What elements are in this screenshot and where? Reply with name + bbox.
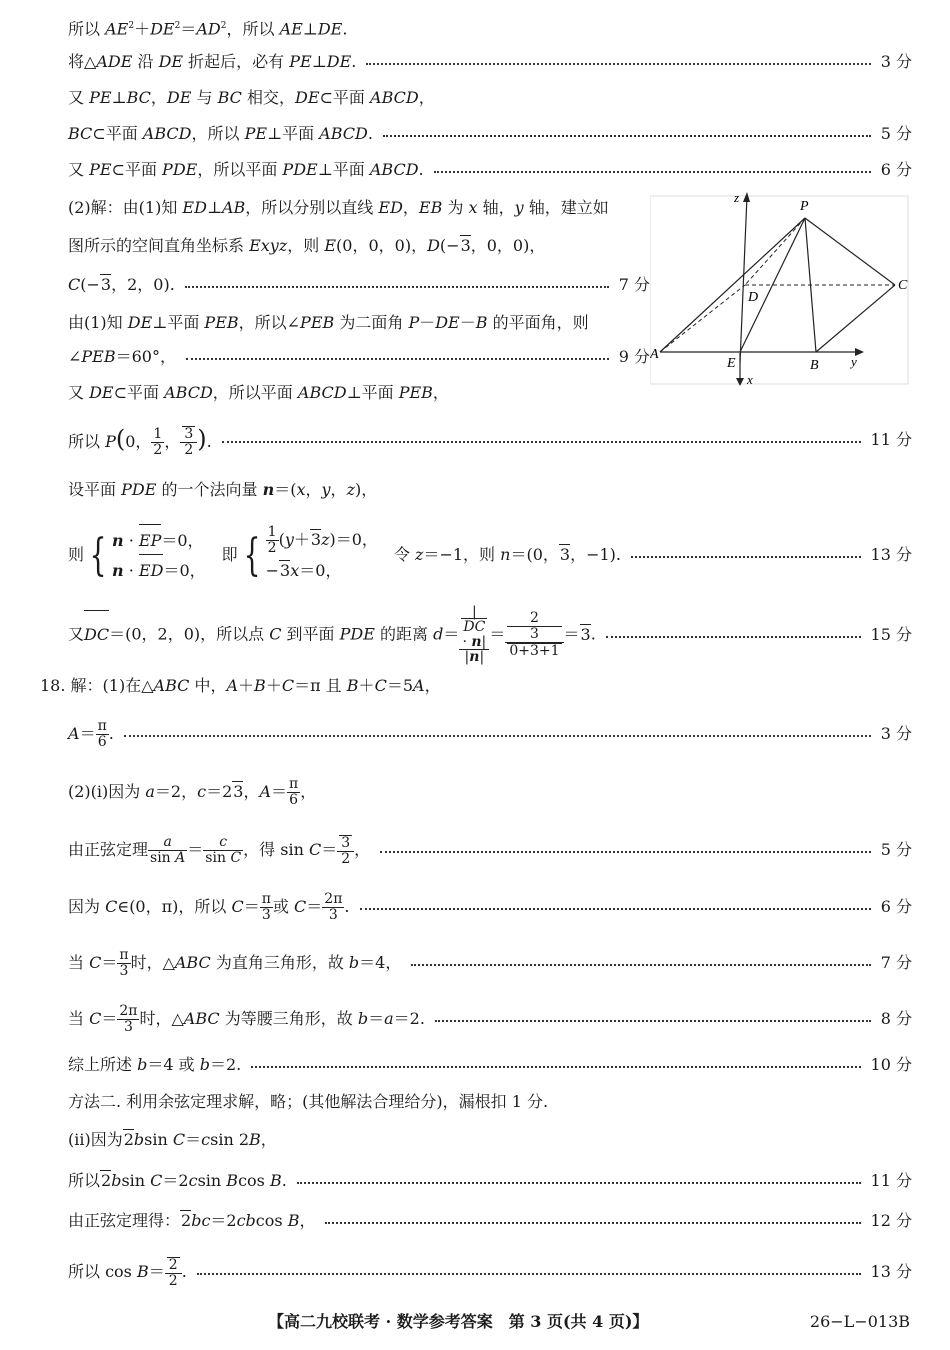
edge-AD (660, 285, 745, 352)
score-label: 9 分 (618, 347, 650, 366)
score-label: 3 分 (880, 52, 912, 71)
text-line: 因为 C∈(0，π)，所以 C＝ $\frac{\pi}{3}$ 或 C＝ $\frac{2\pi}{3}$ . 6 分 (68, 887, 912, 927)
score-label: 13 分 (870, 545, 912, 564)
text-line: (2)(ⅰ)因为 a＝2，c＝23，A＝ $\frac{\pi}{6}$ ， (68, 776, 317, 808)
score-label: 6 分 (880, 897, 912, 916)
pyramid-figure (650, 188, 910, 388)
text-line: 所以 cos B＝ $\frac{2}{2}$ . 13 分 (68, 1252, 912, 1292)
text-line: 所以 $AE^2+DE^2=AD^2$，所以 AE⊥DE. (68, 19, 348, 39)
text-line: (2)解：由(1)知 ED⊥AB，所以分别以直线 ED，EB 为 x 轴，y 轴，建立如 (68, 198, 609, 217)
text-line: 18. 解：(1)在△ABC 中，A＋B＋C＝π 且 B＋C＝5A， (40, 676, 441, 695)
label-D: D (748, 290, 759, 305)
text-line: 所以 P(0， $\frac{1}{2}$ ， $\frac{3}{2}$ ). 11 分 (68, 418, 912, 462)
score-label: 15 分 (870, 625, 912, 644)
edge-PD (745, 218, 805, 285)
score-label: 10 分 (870, 1055, 912, 1074)
text-line: 又 PE⊥BC，DE 与 BC 相交，DE⊂平面 ABCD， (68, 88, 435, 107)
text-line: 当 C＝ $\frac{\pi}{3}$ 时，△ABC 为直角三角形，故 b＝4， 7 分 (68, 943, 912, 983)
text-line: 又 PE⊂平面 PDE，所以平面 PDE⊥平面 ABCD. 6 分 (68, 158, 912, 182)
footer-code: 26−L−013B (809, 1312, 910, 1331)
text-line: 由(1)知 DE⊥平面 PEB，所以∠PEB 为二面角 P－DE－B 的平面角，则 (68, 313, 589, 332)
text-line: 方法二. 利用余弦定理求解，略；(其他解法合理给分)，漏根扣 1 分. (68, 1092, 549, 1111)
text-line: 又DC＝(0，2，0)，所以点 C 到平面 PDE 的距离 d＝ | DC · n| |n| ＝ 2 3 0+3+1 ＝3. 15 分 (68, 604, 912, 666)
score-label: 5 分 (880, 124, 912, 143)
score-label: 7 分 (880, 953, 912, 972)
label-B: B (810, 358, 819, 373)
edge-PC (805, 218, 895, 285)
text-line: 将△ADE 沿 DE 折起后，必有 PE⊥DE. 3 分 (68, 50, 912, 74)
score-label: 11 分 (870, 430, 912, 449)
score-label: 6 分 (880, 160, 912, 179)
text-line: 则 { n · EP＝0， n · ED＝0， 即 { $\frac{1}{2}$ (y＋3z)＝0， −3x＝0， 令 z＝−1，则 n＝(0，3，−1). 13 分 (68, 515, 912, 595)
score-label: 11 分 (870, 1171, 912, 1190)
text-line: A＝ $\frac{\pi}{6}$ . 3 分 (68, 714, 912, 754)
text-line: (ⅱ)因为2bsin C＝csin 2B， (68, 1130, 277, 1149)
score-label: 3 分 (880, 724, 912, 743)
text-line: 设平面 PDE 的一个法向量 n＝(x，y，z)， (68, 480, 378, 499)
text-line: 图所示的空间直角坐标系 Exyz，则 E(0，0，0)，D(−3，0，0)， (68, 236, 546, 255)
score-label: 5 分 (880, 840, 912, 859)
text-line: 综上所述 b＝4 或 b＝2. 10 分 (68, 1053, 912, 1077)
page-footer (0, 1308, 950, 1336)
label-A: A (650, 347, 659, 362)
text-line: 由正弦定理 $\frac{a}{\text{sin A}}$ ＝ $\frac{c}{\text{sin C}}$ ，得 sin C＝ $\frac{3}{2}$ ， 5 分 (68, 830, 912, 870)
footer-title: 【高二九校联考 · 数学参考答案 第 3 页(共 4 页)】 (268, 1312, 649, 1331)
text-line: 所以2bsin C＝2csin Bcos B. 11 分 (68, 1169, 912, 1193)
edge-BC (816, 285, 895, 352)
text-line: 又 DE⊂平面 ABCD，所以平面 ABCD⊥平面 PEB， (68, 383, 449, 402)
text-line: 当 C＝ $\frac{2\pi}{3}$ 时，△ABC 为等腰三角形，故 b＝a＝2. 8 分 (68, 999, 912, 1039)
score-label: 13 分 (870, 1262, 912, 1281)
z-axis (740, 196, 747, 363)
score-label: 8 分 (880, 1009, 912, 1028)
score-label: 7 分 (618, 275, 650, 294)
label-C: C (898, 278, 908, 293)
text-line: C(−3，2，0). 7 分 (68, 273, 650, 297)
label-z: z (734, 190, 740, 205)
label-y: y (851, 354, 857, 369)
text-line: ∠PEB＝60°， 9 分 (68, 345, 650, 369)
text-line: BC⊂平面 ABCD，所以 PE⊥平面 ABCD. 5 分 (68, 122, 912, 146)
label-x: x (747, 372, 753, 387)
label-P: P (800, 199, 809, 214)
label-E: E (727, 356, 736, 371)
text-line: 由正弦定理得：2bc＝2cbcos B， 12 分 (68, 1209, 912, 1233)
score-label: 12 分 (870, 1211, 912, 1230)
